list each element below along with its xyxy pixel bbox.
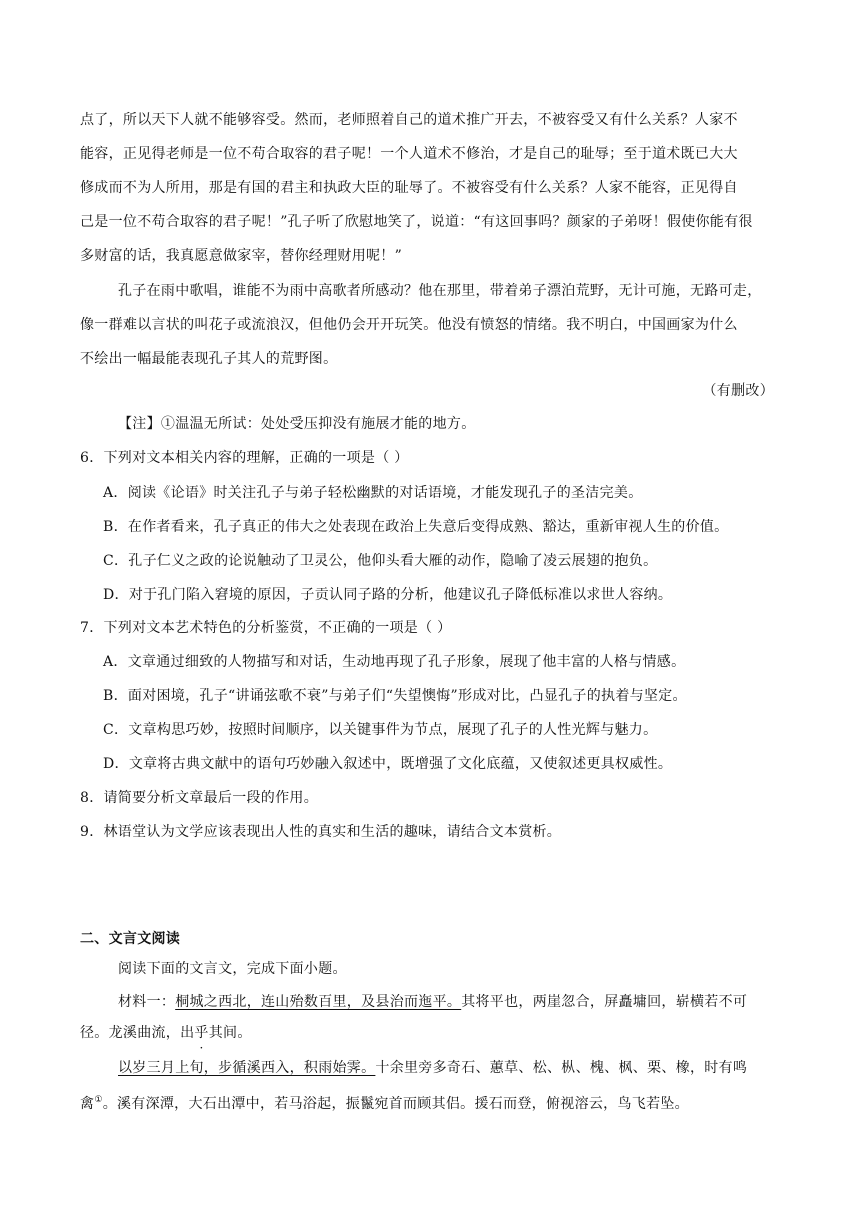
material-1-line-4 (80, 1090, 689, 1114)
text-span: 十余里旁多奇石、蕙草、松、枞、槐、枫、栗、橡，时有鸣 (375, 1060, 748, 1076)
question-6-stem: 6．下列对文本相关内容的理解，正确的一项是（ ） (80, 450, 409, 466)
text-span: 禽 (80, 1096, 95, 1112)
paragraph-line: 像一群难以言状的叫花子或流浪汉，但他仍会开开玩笑。他没有愤怒的情绪。我不明白，中国画家为什么 (80, 317, 738, 333)
question-8: 8．请简要分析文章最后一段的作用。 (80, 790, 319, 806)
paragraph-line: 不绘出一幅最能表现孔子其人的荒野图。 (80, 351, 338, 367)
section-heading: 二、文言文阅读 (80, 931, 181, 947)
question-7-option-d: D．文章将古典文献中的语句巧妙融入叙述中，既增强了文化底蕴，又使叙述更具权威性。 (103, 756, 673, 772)
text-span: 其间。 (208, 1025, 252, 1041)
footnote-marker: ① (94, 1095, 103, 1105)
question-7-option-b: B．面对困境，孔子“讲诵弦歌不衰”与弟子们“失望懊悔”形成对比，凸显孔子的执着与坚定。 (103, 688, 687, 704)
paragraph-line: 己是一位不苟合取容的君子呢！”孔子听了欣慰地笑了，说道：“有这回事吗？颜家的子弟呀！假使你能有很 (80, 214, 753, 230)
material-1-line-3 (118, 1058, 747, 1078)
dotted-character: 乎 (194, 1025, 209, 1041)
underlined-sentence: 桐城之西北，连山殆数百里，及县治而迤平。 (175, 994, 462, 1010)
paragraph-line: 多财富的话，我真愿意做家宰，替你经理财用呢！” (80, 248, 403, 264)
section-intro: 阅读下面的文言文，完成下面小题。 (118, 961, 347, 977)
text-span: 径。龙溪曲流，出 (80, 1025, 195, 1041)
paragraph-line: 孔子在雨中歌唱，谁能不为雨中高歌者所感动？他在那里，带着弟子漂泊荒野，无计可施，无路可走， (118, 283, 762, 299)
underlined-sentence: 以岁三月上旬，步循溪西入，积雨始霁。 (118, 1060, 376, 1076)
material-label: 材料一： (118, 994, 176, 1010)
paragraph-line: 能容，正见得老师是一位不苟合取容的君子呢！一个人道术不修治，才是自己的耻辱；至于道术既已大大 (80, 146, 738, 162)
footnote: 【注】①温温无所试：处处受压抑没有施展才能的地方。 (118, 416, 476, 432)
question-6-option-d: D．对于孔门陷入窘境的原因，子贡认同子路的分析，他建议孔子降低标准以求世人容纳。 (103, 587, 673, 603)
question-6-option-c: C．孔子仁义之政的论说触动了卫灵公，他仰头看大雁的动作，隐喻了凌云展翅的抱负。 (103, 553, 658, 569)
paragraph-line: 点了，所以天下人就不能够容受。然而，老师照着自己的道术推广开去，不被容受又有什么关系？人家不 (80, 112, 738, 128)
text-span: 。溪有深潭，大石出潭中，若马浴起，振鬣宛首而顾其侣。援石而登，俯视溶云，鸟飞若坠。 (102, 1096, 689, 1112)
question-6-option-b: B．在作者看来，孔子真正的伟大之处表现在政治上失意后变得成熟、豁达，重新审视人生的价值。 (103, 519, 729, 535)
question-9: 9．林语堂认为文学应该表现出人性的真实和生活的趣味，请结合文本赏析。 (80, 824, 562, 840)
question-7-option-c: C．文章构思巧妙，按照时间顺序，以关键事件为节点，展现了孔子的人性光辉与魅力。 (103, 722, 658, 738)
paragraph-line: 修成而不为人所用，那是有国的君主和执政大臣的耻辱了。不被容受有什么关系？人家不能容，正见得自 (80, 180, 738, 196)
question-7-option-a: A．文章通过细致的人物描写和对话，生动地再现了孔子形象，展现了他丰富的人格与情感。 (103, 654, 686, 670)
material-1-line-2 (80, 1023, 252, 1043)
question-6-option-a: A．阅读《论语》时关注孔子与弟子轻松幽默的对话语境，才能发现孔子的圣洁完美。 (103, 485, 643, 501)
text-span: 其将平也，两崖忽合，屏矗墉回，崭横若不可 (461, 994, 748, 1010)
source-note: （有删改） (702, 383, 774, 399)
question-7-stem: 7．下列对文本艺术特色的分析鉴赏，不正确的一项是（ ） (80, 620, 452, 636)
material-1-line-1 (118, 992, 747, 1012)
